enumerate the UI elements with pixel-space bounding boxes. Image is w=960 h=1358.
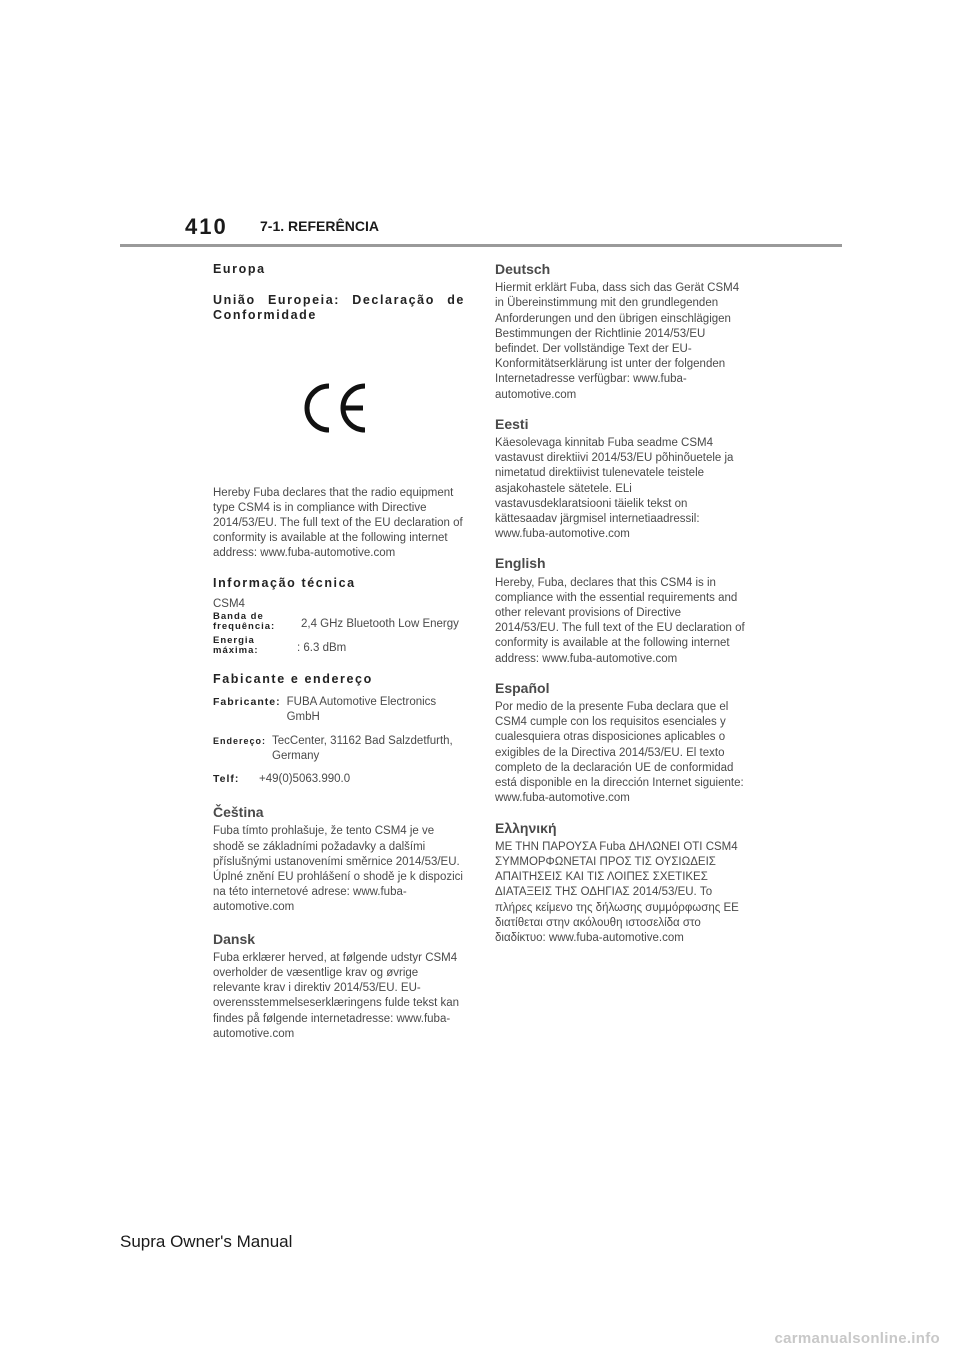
english-text: Hereby, Fuba, declares that this CSM4 is in compliance with the essential requirements and other relevant provisions of Directive 2014/53/EU. The full text of the EU declaration of conformity is available at the following internet address: www.fuba-automotive.com xyxy=(495,576,745,665)
telephone-value: +49(0)5063.990.0 xyxy=(259,773,351,786)
power-value: : 6.3 dBm xyxy=(297,641,347,654)
left-column xyxy=(213,262,465,1042)
address-row xyxy=(213,734,465,764)
greek-text: ΜΕ ΤΗΝ ΠΑΡΟΥΣΑ Fuba ΔΗΛΩΝΕΙ ΟΤΙ CSM4 ΣΥΜΜΟΡΦΩΝΕΤΑΙ ΠΡΟΣ ΤΙΣ ΟΥΣΙΩΔΕΙΣ ΑΠΑΙΤΗΣΕΙΣ ΚΑΙ ΤΙΣ ΛΟΙΠΕΣ ΣΧΕΤΙΚΕΣ ΔΙΑΤΑΞΕΙΣ ΤΗΣ ΟΔΗΓΙΑΣ 2014/53/EU. Το πλήρες κείμενο της δήλωσης συμμόρφωσης ΕΕ διατίθεται στην ακόλουθη ιστοσελίδα στο διαδίκτυο: www.fuba-automotive.com xyxy=(495,840,739,944)
en-declaration-text: Hereby Fuba declares that the radio equipment type CSM4 is in compliance with Directive 2014/53/EU. The full text of the EU declaration of conformity is available at the following internet address: www.fuba-automotive.com xyxy=(213,486,463,560)
band-value: 2,4 GHz Bluetooth Low Energy xyxy=(301,617,459,630)
page-number: 410 xyxy=(185,214,228,239)
manual-title: Supra Owner's Manual xyxy=(120,1232,293,1251)
deutsch-text: Hiermit erklärt Fuba, dass sich das Gerät CSM4 in Übereinstimmung mit den grundlegenden Anforderungen und den übrigen einschlägigen Bestimmungen der Richtlinie 2014/53/EU befindet. Der vollständige Text der EU-Konformitätserklärung ist unter der folgenden Internetadresse verfügbar: www.fuba-automotive.com xyxy=(495,282,740,401)
manufacturer-label: Fabricante: xyxy=(213,696,281,709)
manufacturer-row xyxy=(213,695,465,725)
ce-mark-icon xyxy=(301,380,369,436)
right-column xyxy=(495,262,745,946)
section-title: 7-1. REFERÊNCIA xyxy=(260,218,380,234)
deutsch-heading: Deutsch xyxy=(495,261,551,277)
telephone-label: Telf: xyxy=(213,773,240,786)
manufacturer-value: FUBA Automotive Electronics GmbH xyxy=(286,696,437,724)
power-row xyxy=(213,636,465,656)
dansk-text: Fuba erklærer herved, at følgende udstyr CSM4 overholder de væsentlige krav og øvrige relevante krav i direktiv 2014/53/EU. EU-overensstemmelseserklæringens fulde tekst kan findes på følgende internetadresse: www.fuba-automotive.com xyxy=(213,951,460,1040)
telephone-row xyxy=(213,772,465,787)
dansk-heading: Dansk xyxy=(213,930,256,947)
eu-declaration-heading: União Europeia: Declaração de Conformidade xyxy=(213,293,465,323)
cestina-heading: Čeština xyxy=(213,804,264,821)
espanol-heading: Español xyxy=(495,679,550,696)
english-heading: English xyxy=(495,555,546,572)
tech-info-heading: Informação técnica xyxy=(213,575,356,590)
espanol-text: Por medio de la presente Fuba declara que el CSM4 cumple con los requisitos esenciales y cualesquiera otras disposiciones aplicables o exigibles de la Directiva 2014/53/EU. El texto completo de la declaración UE de conformidad está disponible en la dirección Internet siguiente: www.fuba-automotive.com xyxy=(495,701,744,805)
address-label: Endereço: xyxy=(213,735,267,746)
band-row xyxy=(213,612,465,632)
greek-heading: Ελληνική xyxy=(495,819,557,836)
header-divider xyxy=(120,244,842,247)
tech-model: CSM4 xyxy=(213,597,245,610)
address-value: TecCenter, 31162 Bad Salzdetfurth, Germany xyxy=(272,734,453,762)
europa-heading: Europa xyxy=(213,262,266,276)
manufacturer-heading: Fabicante e endereço xyxy=(213,672,373,687)
power-label: Energia máxima: xyxy=(213,635,259,657)
eesti-heading: Eesti xyxy=(495,415,529,432)
watermark: carmanualsonline.info xyxy=(774,1330,940,1347)
band-label: Banda de frequência: xyxy=(213,611,276,633)
cestina-text: Fuba tímto prohlašuje, že tento CSM4 je ve shodě se základními požadavky a dalšími příslušnými ustanoveními směrnice 2014/53/EU. Úplné znění EU prohlášení o shodě je k dispozici na této internetové adrese: www.fuba-automotive.com xyxy=(213,825,463,914)
eesti-text: Käesolevaga kinnitab Fuba seadme CSM4 vastavust direktiivi 2014/53/EU põhinõuetele ja nimetatud direktiivist tulenevatele teistele asjakohastele sätetele. ELi vastavusdeklaratsiooni täielik tekst on kättesaadav järgmisel internetiaadressil: www.fuba-automotive.com xyxy=(495,437,734,541)
